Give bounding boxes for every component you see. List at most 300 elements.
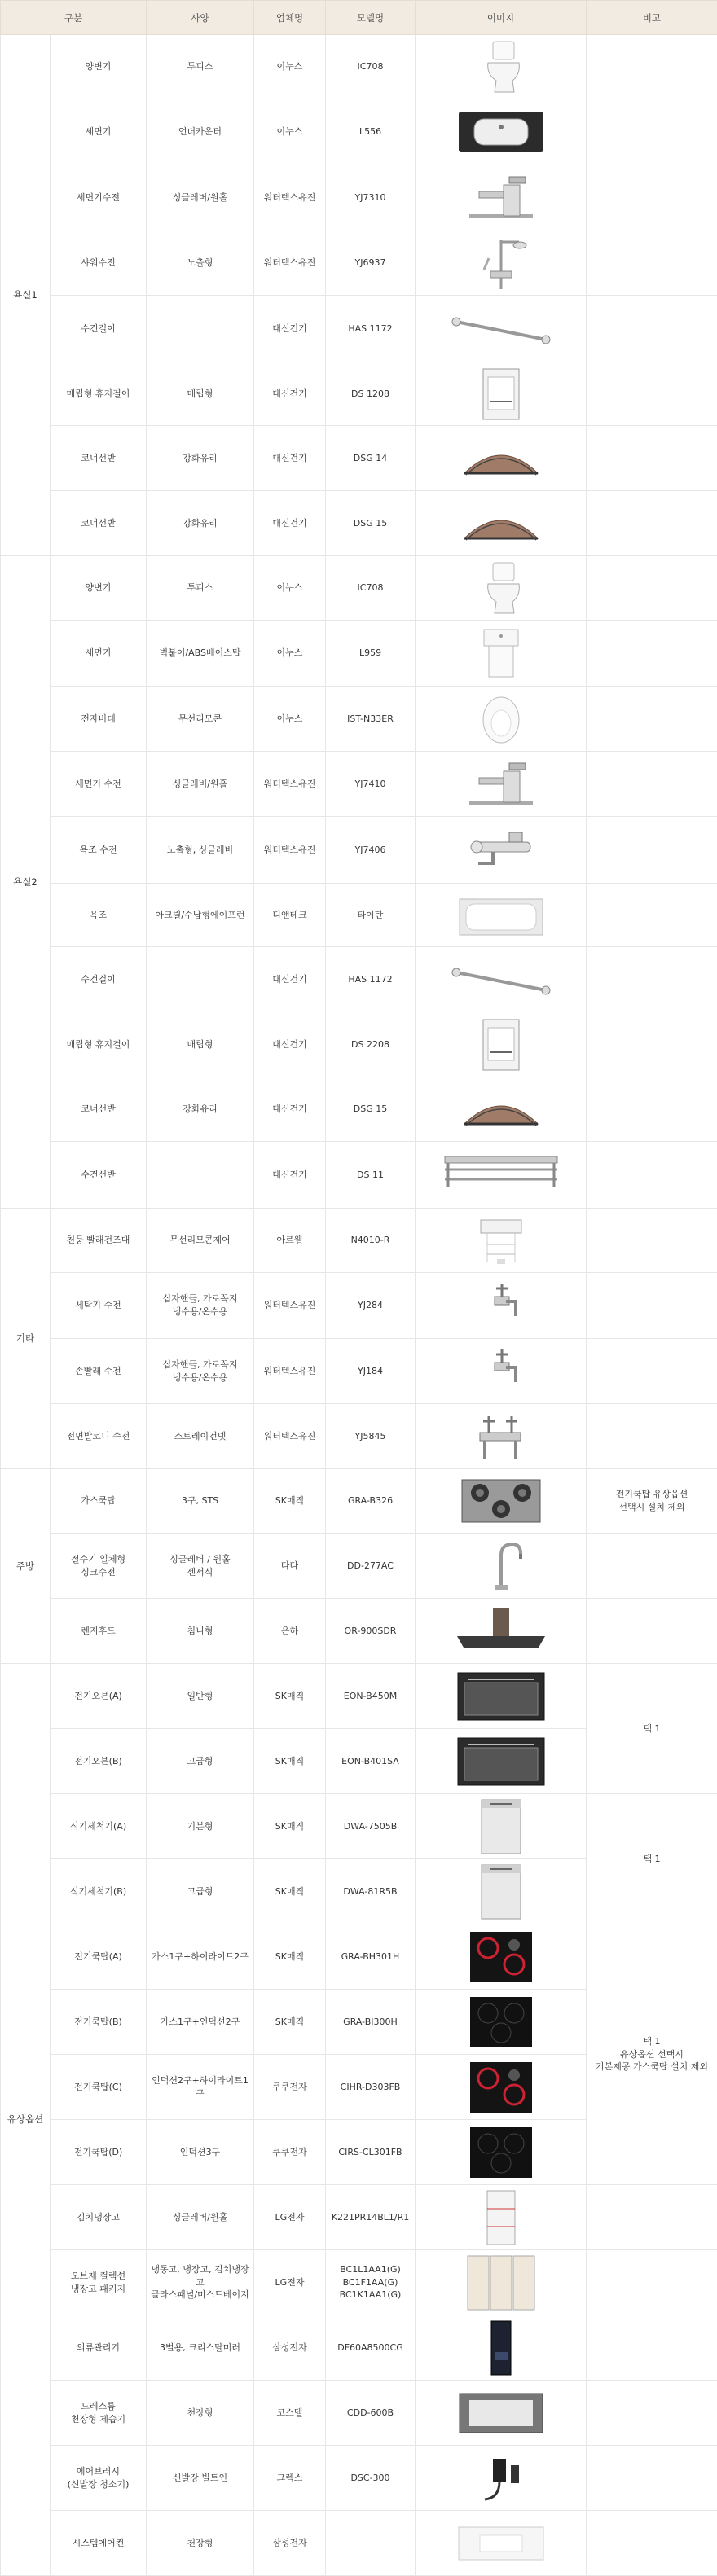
group-label: 욕실2 xyxy=(1,556,51,1209)
product-image xyxy=(416,2185,587,2250)
item-model: 타이탄 xyxy=(326,884,416,947)
item-note xyxy=(587,1534,717,1599)
item-name: 코너선반 xyxy=(51,1077,147,1142)
item-model: DS 11 xyxy=(326,1142,416,1209)
item-name: 렌지후드 xyxy=(51,1599,147,1664)
item-spec: 무선리모콘제어 xyxy=(147,1209,254,1273)
table-row xyxy=(1,884,717,947)
item-vendor: SK매직 xyxy=(254,1924,326,1990)
table-row xyxy=(1,752,717,817)
item-note xyxy=(587,1404,717,1469)
item-spec: 벽붙이/ABS베이스탑 xyxy=(147,621,254,687)
table-row xyxy=(1,2511,717,2576)
item-vendor: SK매직 xyxy=(254,1794,326,1859)
item-model: GRA-BI300H xyxy=(326,1990,416,2055)
item-spec: 기본형 xyxy=(147,1794,254,1859)
product-image xyxy=(416,491,587,556)
item-spec: 싱글레버/원홀 xyxy=(147,2185,254,2250)
table-row xyxy=(1,687,717,752)
item-model: IC708 xyxy=(326,35,416,99)
table-row xyxy=(1,1534,717,1599)
item-note xyxy=(587,99,717,165)
item-spec: 인덕션3구 xyxy=(147,2120,254,2185)
item-note xyxy=(587,556,717,621)
item-model: DD-277AC xyxy=(326,1534,416,1599)
item-note xyxy=(587,1012,717,1077)
item-spec: 고급형 xyxy=(147,1729,254,1794)
item-vendor: 이누스 xyxy=(254,621,326,687)
item-note xyxy=(587,2250,717,2315)
item-vendor: 워터텍스유진 xyxy=(254,230,326,296)
item-model: DWA-7505B xyxy=(326,1794,416,1859)
air-brush-icon xyxy=(416,2454,586,2503)
item-note xyxy=(587,1273,717,1339)
item-model: YJ284 xyxy=(326,1273,416,1339)
toilet-icon xyxy=(416,560,586,617)
item-model: HAS 1172 xyxy=(326,296,416,362)
item-note xyxy=(587,947,717,1012)
item-spec: 매립형 xyxy=(147,362,254,426)
item-vendor: 대신건기 xyxy=(254,362,326,426)
product-image xyxy=(416,621,587,687)
table-row xyxy=(1,99,717,165)
item-model: DF60A8500CG xyxy=(326,2315,416,2381)
item-spec: 가스1구+하이라이트2구 xyxy=(147,1924,254,1990)
item-spec: 침니형 xyxy=(147,1599,254,1664)
towel-shelf-icon xyxy=(416,1150,586,1200)
shower-set-icon xyxy=(416,234,586,292)
table-row xyxy=(1,1339,717,1404)
item-vendor: 워터텍스유진 xyxy=(254,1273,326,1339)
item-note xyxy=(587,2315,717,2381)
item-note xyxy=(587,1339,717,1404)
item-spec: 강화유리 xyxy=(147,491,254,556)
item-name: 전기쿡탑(D) xyxy=(51,2120,147,2185)
item-vendor: 이누스 xyxy=(254,556,326,621)
header-note: 비고 xyxy=(587,1,717,35)
corner-shelf-icon xyxy=(416,1085,586,1134)
product-image xyxy=(416,1469,587,1534)
toilet-icon xyxy=(416,38,586,95)
system-aircon-icon xyxy=(416,2519,586,2568)
item-spec: 천장형 xyxy=(147,2381,254,2446)
item-spec xyxy=(147,296,254,362)
item-note xyxy=(587,621,717,687)
table-row xyxy=(1,426,717,491)
item-name: 수건선반 xyxy=(51,1142,147,1209)
item-model: DSG 15 xyxy=(326,491,416,556)
item-vendor: SK매직 xyxy=(254,1859,326,1924)
item-vendor: 삼성전자 xyxy=(254,2511,326,2576)
item-model: YJ7310 xyxy=(326,165,416,230)
table-row xyxy=(1,1012,717,1077)
product-image xyxy=(416,2250,587,2315)
table-row xyxy=(1,621,717,687)
item-name: 양변기 xyxy=(51,35,147,99)
item-model: DSC-300 xyxy=(326,2446,416,2511)
item-name: 코너선반 xyxy=(51,491,147,556)
item-vendor: SK매직 xyxy=(254,1469,326,1534)
item-vendor: 대신건기 xyxy=(254,1012,326,1077)
item-note xyxy=(587,230,717,296)
item-vendor: SK매직 xyxy=(254,1664,326,1729)
product-image xyxy=(416,1077,587,1142)
item-name: 전기쿡탑(C) xyxy=(51,2055,147,2120)
table-row xyxy=(1,2315,717,2381)
product-image xyxy=(416,2381,587,2446)
corner-shelf-icon xyxy=(416,499,586,548)
dishwasher-icon xyxy=(416,1863,586,1920)
product-image xyxy=(416,230,587,296)
table-row xyxy=(1,1404,717,1469)
item-note xyxy=(587,165,717,230)
item-model: EON-B401SA xyxy=(326,1729,416,1794)
item-spec: 투피스 xyxy=(147,35,254,99)
item-spec: 신발장 빌트인 xyxy=(147,2446,254,2511)
table-row xyxy=(1,817,717,884)
recessed-paper-holder-icon xyxy=(416,1016,586,1073)
table-row xyxy=(1,1469,717,1534)
item-spec: 일반형 xyxy=(147,1664,254,1729)
item-spec: 3벌용, 크리스탈미러 xyxy=(147,2315,254,2381)
item-name: 욕조 xyxy=(51,884,147,947)
item-model: GRA-BH301H xyxy=(326,1924,416,1990)
item-note xyxy=(587,752,717,817)
table-row xyxy=(1,1209,717,1273)
item-spec: 강화유리 xyxy=(147,1077,254,1142)
table-row xyxy=(1,1599,717,1664)
range-hood-icon xyxy=(416,1607,586,1656)
item-vendor: 다다 xyxy=(254,1534,326,1599)
product-image xyxy=(416,1664,587,1729)
item-model: GRA-B326 xyxy=(326,1469,416,1534)
item-name: 드레스룸 천장형 제습기 xyxy=(51,2381,147,2446)
item-note xyxy=(587,1209,717,1273)
item-name: 전자비데 xyxy=(51,687,147,752)
item-spec xyxy=(147,947,254,1012)
product-image xyxy=(416,2511,587,2576)
wall-tap-icon xyxy=(416,1277,586,1334)
recessed-paper-holder-icon xyxy=(416,366,586,423)
table-row xyxy=(1,1077,717,1142)
item-vendor: 쿠쿠전자 xyxy=(254,2120,326,2185)
item-name: 매립형 휴지걸이 xyxy=(51,1012,147,1077)
item-vendor: 삼성전자 xyxy=(254,2315,326,2381)
group-label: 욕실1 xyxy=(1,35,51,556)
item-name: 세면기 수전 xyxy=(51,752,147,817)
item-model: CDD-600B xyxy=(326,2381,416,2446)
product-image xyxy=(416,2120,587,2185)
item-note: 택 1 xyxy=(587,1664,717,1794)
item-vendor: 대신건기 xyxy=(254,296,326,362)
table-row xyxy=(1,2381,717,2446)
item-name: 식기세척기(A) xyxy=(51,1794,147,1859)
item-name: 샤워수전 xyxy=(51,230,147,296)
item-vendor: 대신건기 xyxy=(254,1077,326,1142)
basin-faucet-icon xyxy=(416,173,586,222)
bidet-icon xyxy=(416,691,586,748)
item-spec: 아크릴/수납형에이프런 xyxy=(147,884,254,947)
item-vendor: 쿠쿠전자 xyxy=(254,2055,326,2120)
item-model: OR-900SDR xyxy=(326,1599,416,1664)
item-vendor: 이누스 xyxy=(254,687,326,752)
item-note xyxy=(587,1077,717,1142)
item-note xyxy=(587,2446,717,2511)
item-vendor: 워터텍스유진 xyxy=(254,752,326,817)
item-name: 전기쿡탑(B) xyxy=(51,1990,147,2055)
item-model: YJ6937 xyxy=(326,230,416,296)
item-spec: 스트레이건넷 xyxy=(147,1404,254,1469)
item-model: CIRS-CL301FB xyxy=(326,2120,416,2185)
item-note xyxy=(587,491,717,556)
product-image xyxy=(416,1142,587,1209)
item-spec: 강화유리 xyxy=(147,426,254,491)
bathtub-icon xyxy=(416,891,586,940)
item-name: 손빨래 수전 xyxy=(51,1339,147,1404)
induction-cooktop-icon xyxy=(416,2126,586,2179)
basin-faucet-icon xyxy=(416,760,586,809)
towel-bar-icon xyxy=(416,959,586,1000)
table-row xyxy=(1,35,717,99)
item-note xyxy=(587,426,717,491)
item-model: EON-B450M xyxy=(326,1664,416,1729)
item-model: DS 1208 xyxy=(326,362,416,426)
item-vendor: SK매직 xyxy=(254,1990,326,2055)
item-name: 세면기 xyxy=(51,99,147,165)
product-image xyxy=(416,99,587,165)
item-name: 욕조 수전 xyxy=(51,817,147,884)
item-vendor: LG전자 xyxy=(254,2250,326,2315)
table-row xyxy=(1,296,717,362)
item-spec: 냉동고, 냉장고, 김치냉장고 글라스패널/미스트베이지 xyxy=(147,2250,254,2315)
item-spec: 인덕션2구+하이라이트1구 xyxy=(147,2055,254,2120)
header-spec: 사양 xyxy=(147,1,254,35)
header-category: 구분 xyxy=(1,1,147,35)
item-name: 전면발코니 수전 xyxy=(51,1404,147,1469)
item-name: 세탁기 수전 xyxy=(51,1273,147,1339)
table-row xyxy=(1,2446,717,2511)
item-name: 수건걸이 xyxy=(51,296,147,362)
item-vendor: 그렉스 xyxy=(254,2446,326,2511)
item-note xyxy=(587,1142,717,1209)
item-note: 전기쿡탑 유상옵션 선택시 설치 제외 xyxy=(587,1469,717,1534)
item-note xyxy=(587,1599,717,1664)
item-spec: 노출형 xyxy=(147,230,254,296)
product-image xyxy=(416,2446,587,2511)
group-label: 기타 xyxy=(1,1209,51,1469)
item-spec: 십자핸들, 가로꼭지 냉수용/온수용 xyxy=(147,1339,254,1404)
table-row xyxy=(1,362,717,426)
item-model: CIHR-D303FB xyxy=(326,2055,416,2120)
table-row xyxy=(1,2185,717,2250)
item-note xyxy=(587,35,717,99)
hybrid-cooktop-icon xyxy=(416,1930,586,1984)
table-row xyxy=(1,1924,717,1990)
item-name: 세면기수전 xyxy=(51,165,147,230)
product-image xyxy=(416,2055,587,2120)
item-model: BC1L1AA1(G) BC1F1AA(G) BC1K1AA1(G) xyxy=(326,2250,416,2315)
corner-shelf-icon xyxy=(416,434,586,483)
item-name: 매립형 휴지걸이 xyxy=(51,362,147,426)
item-note xyxy=(587,817,717,884)
item-model: HAS 1172 xyxy=(326,947,416,1012)
table-row xyxy=(1,556,717,621)
bath-faucet-icon xyxy=(416,826,586,875)
item-name: 절수기 일체형 싱크수전 xyxy=(51,1534,147,1599)
item-note xyxy=(587,2381,717,2446)
item-model: YJ7406 xyxy=(326,817,416,884)
item-spec: 싱글레버/원홀 xyxy=(147,752,254,817)
product-image xyxy=(416,426,587,491)
header-image: 이미지 xyxy=(416,1,587,35)
header-row xyxy=(1,1,717,35)
product-image xyxy=(416,296,587,362)
item-name: 의류관리기 xyxy=(51,2315,147,2381)
header-vendor: 업체명 xyxy=(254,1,326,35)
item-model: YJ7410 xyxy=(326,752,416,817)
item-name: 전기오븐(B) xyxy=(51,1729,147,1794)
product-image xyxy=(416,35,587,99)
undercounter-sink-icon xyxy=(416,108,586,156)
item-model: N4010-R xyxy=(326,1209,416,1273)
table-row xyxy=(1,2250,717,2315)
item-note xyxy=(587,884,717,947)
item-vendor: LG전자 xyxy=(254,2185,326,2250)
item-spec: 매립형 xyxy=(147,1012,254,1077)
item-spec: 천장형 xyxy=(147,2511,254,2576)
item-spec xyxy=(147,1142,254,1209)
induction-cooktop-icon xyxy=(416,1995,586,2049)
item-note xyxy=(587,2185,717,2250)
item-name: 양변기 xyxy=(51,556,147,621)
item-vendor: 대신건기 xyxy=(254,426,326,491)
wall-tap-icon xyxy=(416,1343,586,1400)
item-note xyxy=(587,296,717,362)
group-label: 유상옵션 xyxy=(1,1664,51,2576)
item-model: DSG 14 xyxy=(326,426,416,491)
hybrid-cooktop-icon xyxy=(416,2060,586,2114)
item-vendor: 이누스 xyxy=(254,35,326,99)
product-image xyxy=(416,1534,587,1599)
table-row xyxy=(1,1273,717,1339)
oven-icon xyxy=(416,1736,586,1787)
item-vendor: 코스텔 xyxy=(254,2381,326,2446)
item-spec: 투피스 xyxy=(147,556,254,621)
table-row xyxy=(1,491,717,556)
fridge-package-icon xyxy=(416,2254,586,2311)
oven-icon xyxy=(416,1671,586,1722)
item-spec: 고급형 xyxy=(147,1859,254,1924)
item-model: YJ184 xyxy=(326,1339,416,1404)
product-image xyxy=(416,556,587,621)
dishwasher-icon xyxy=(416,1798,586,1855)
product-image xyxy=(416,817,587,884)
item-note xyxy=(587,687,717,752)
product-image xyxy=(416,1209,587,1273)
item-vendor: 워터텍스유진 xyxy=(254,1339,326,1404)
item-model: DWA-81R5B xyxy=(326,1859,416,1924)
item-vendor: 대신건기 xyxy=(254,1142,326,1209)
double-tap-icon xyxy=(416,1408,586,1465)
item-spec: 3구, STS xyxy=(147,1469,254,1534)
item-name: 시스템에어컨 xyxy=(51,2511,147,2576)
header-model: 모델명 xyxy=(326,1,416,35)
item-vendor: 은하 xyxy=(254,1599,326,1664)
laundry-dryer-icon xyxy=(416,1212,586,1269)
item-vendor: 대신건기 xyxy=(254,947,326,1012)
product-image xyxy=(416,1729,587,1794)
item-note xyxy=(587,2511,717,2576)
item-name: 오브제 컬렉션 냉장고 패키지 xyxy=(51,2250,147,2315)
item-name: 세면기 xyxy=(51,621,147,687)
item-vendor: 아르웰 xyxy=(254,1209,326,1273)
item-spec: 십자핸들, 가로꼭지 냉수용/온수용 xyxy=(147,1273,254,1339)
item-spec: 노출형, 싱글레버 xyxy=(147,817,254,884)
item-vendor: SK매직 xyxy=(254,1729,326,1794)
item-model: YJ5845 xyxy=(326,1404,416,1469)
item-note: 택 1 xyxy=(587,1794,717,1924)
item-model xyxy=(326,2511,416,2576)
table-row xyxy=(1,230,717,296)
table-row xyxy=(1,1794,717,1859)
product-image xyxy=(416,1924,587,1990)
product-image xyxy=(416,1273,587,1339)
item-vendor: 워터텍스유진 xyxy=(254,817,326,884)
group-label: 주방 xyxy=(1,1469,51,1664)
product-image xyxy=(416,687,587,752)
item-spec: 무선리모콘 xyxy=(147,687,254,752)
item-name: 전기오븐(A) xyxy=(51,1664,147,1729)
item-vendor: 이누스 xyxy=(254,99,326,165)
item-model: L959 xyxy=(326,621,416,687)
product-image xyxy=(416,1990,587,2055)
towel-bar-icon xyxy=(416,309,586,349)
item-model: IC708 xyxy=(326,556,416,621)
item-spec: 가스1구+인덕션2구 xyxy=(147,1990,254,2055)
item-spec: 싱글레버 / 원홀 센서식 xyxy=(147,1534,254,1599)
ceiling-dehumidifier-icon xyxy=(416,2389,586,2438)
item-name: 식기세척기(B) xyxy=(51,1859,147,1924)
table-row xyxy=(1,1142,717,1209)
product-image xyxy=(416,1339,587,1404)
item-model: K221PR14BL1/R1 xyxy=(326,2185,416,2250)
item-model: L556 xyxy=(326,99,416,165)
item-model: IST-N33ER xyxy=(326,687,416,752)
item-model: DS 2208 xyxy=(326,1012,416,1077)
wall-sink-icon xyxy=(416,625,586,682)
item-note xyxy=(587,362,717,426)
item-model: DSG 15 xyxy=(326,1077,416,1142)
product-image xyxy=(416,1794,587,1859)
sink-faucet-icon xyxy=(416,1539,586,1593)
product-image xyxy=(416,1859,587,1924)
item-vendor: 대신건기 xyxy=(254,491,326,556)
item-spec: 싱글레버/원홀 xyxy=(147,165,254,230)
table-row xyxy=(1,165,717,230)
product-image xyxy=(416,2315,587,2381)
item-name: 가스쿡탑 xyxy=(51,1469,147,1534)
product-image xyxy=(416,947,587,1012)
item-spec: 언더카운터 xyxy=(147,99,254,165)
item-vendor: 워터텍스유진 xyxy=(254,1404,326,1469)
gas-cooktop-icon xyxy=(416,1477,586,1525)
item-name: 수건걸이 xyxy=(51,947,147,1012)
table-row xyxy=(1,1664,717,1729)
table-row xyxy=(1,947,717,1012)
product-image xyxy=(416,1404,587,1469)
item-note: 택 1 유상옵션 선택시 기본제공 가스쿡탑 설치 제외 xyxy=(587,1924,717,2185)
kimchi-fridge-icon xyxy=(416,2189,586,2246)
